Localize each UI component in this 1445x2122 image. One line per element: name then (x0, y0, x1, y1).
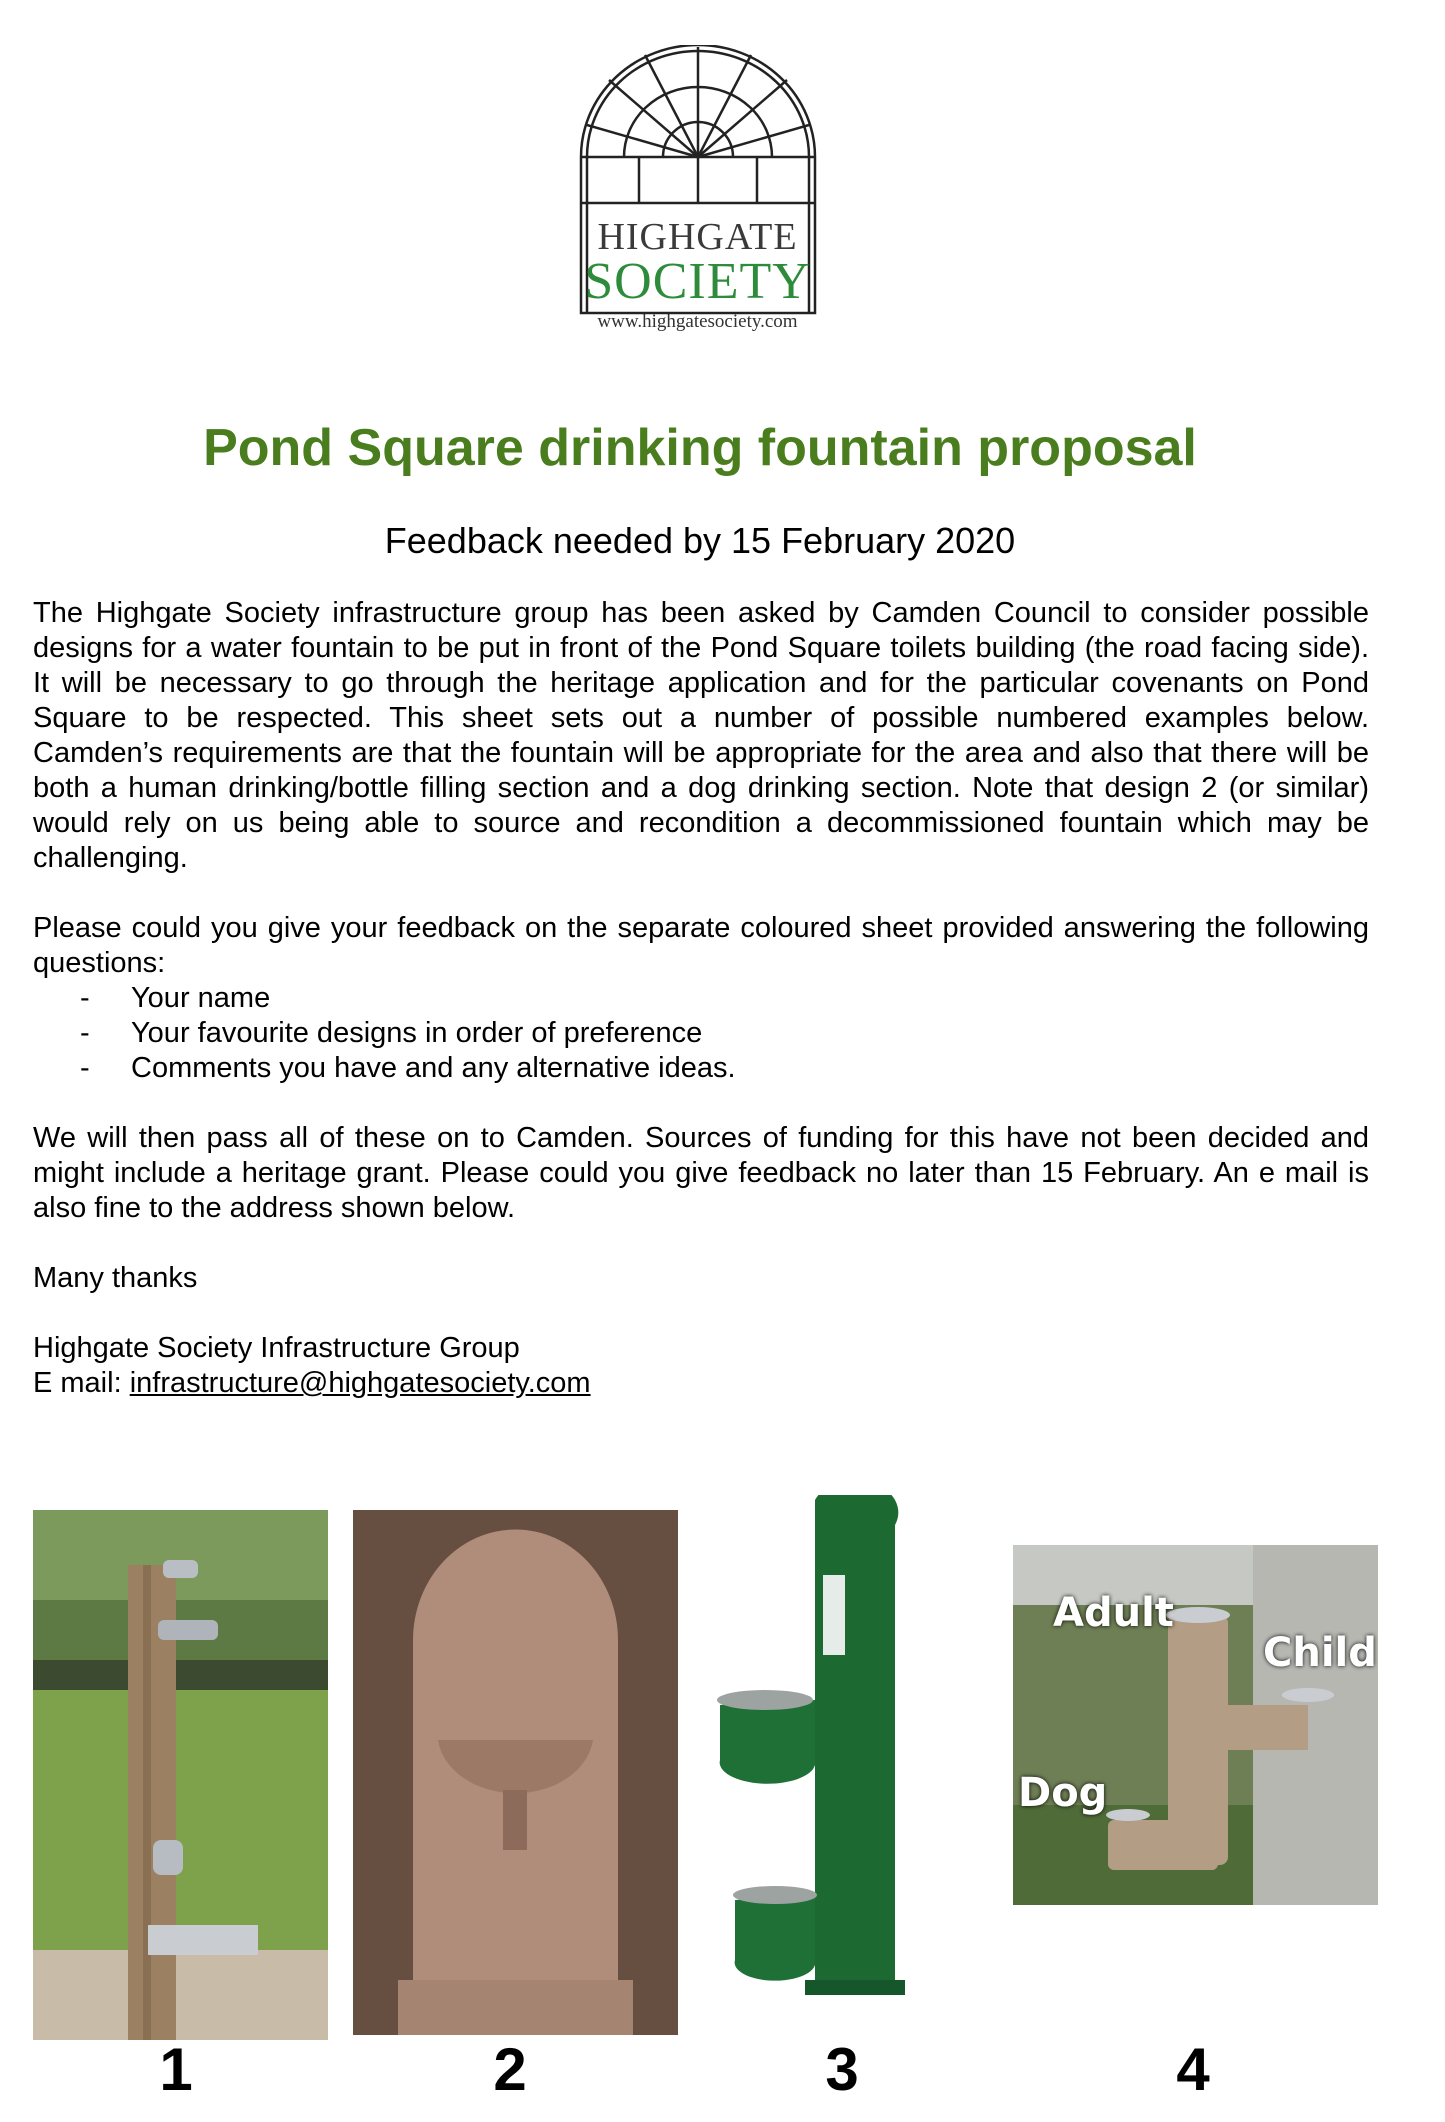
feedback-paragraph: Please could you give your feedback on the separate coloured sheet provided answering the following questions: (33, 912, 1369, 979)
adult-label: Adult (1053, 1590, 1174, 1636)
email-line: E mail: infrastructure@highgatesociety.com (33, 1367, 591, 1399)
fountain-photo-3 (705, 1495, 925, 2015)
photo-number-3: 3 (825, 2036, 859, 2103)
body-text (33, 596, 1369, 1401)
list-item: - Comments you have and any alternative ideas. (80, 1052, 736, 1084)
photo-number-1: 1 (159, 2036, 193, 2103)
intro-paragraph: The Highgate Society infrastructure group has been asked by Camden Council to consider possible designs for a water fountain to be put in front of the Pond Square toilets building (the road facing side). It will be necessary to go through the heritage application and for the particular covenants on Pond Square to be respected. This sheet sets out a number of possible numbered examples below. Camden’s requirements are that the fountain will be appropriate for the area and also that there will be both a human drinking/bottle filling section and a dog drinking section. Note that design 2 (or similar) would rely on us being able to source and recondition a decommissioned fountain which may be challenging. (33, 597, 1369, 874)
questions-list (33, 981, 1369, 1086)
dog-label: Dog (1018, 1770, 1108, 1816)
list-item: - Your favourite designs in order of preference (80, 1017, 703, 1049)
photo-number-4: 4 (1176, 2036, 1210, 2103)
fountain-photo-4 (1013, 1545, 1378, 1905)
highgate-society-logo (575, 45, 820, 337)
signature-text: Highgate Society Infrastructure Group (33, 1332, 520, 1364)
email-link[interactable]: infrastructure@highgatesociety.com (129, 1367, 591, 1399)
list-item: - Your name (80, 982, 271, 1014)
fountain-photo-2 (353, 1510, 678, 2035)
fountain-photo-1 (33, 1510, 328, 2040)
page-title: Pond Square drinking fountain proposal (203, 419, 1197, 477)
funding-paragraph: We will then pass all of these on to Camden. Sources of funding for this have not been decided and might include a heritage grant. Please could you give feedback no later than 15 February. An e mail is also fine to the address shown below. (33, 1122, 1369, 1224)
logo-url: www.highgatesociety.com (597, 311, 798, 332)
page-subtitle: Feedback needed by 15 February 2020 (384, 520, 1016, 561)
child-label: Child (1263, 1630, 1377, 1676)
logo-text-society: SOCIETY (584, 253, 811, 310)
logo-text-highgate: HIGHGATE (597, 216, 798, 258)
thanks-text: Many thanks (33, 1262, 198, 1294)
photo-number-2: 2 (493, 2036, 527, 2103)
